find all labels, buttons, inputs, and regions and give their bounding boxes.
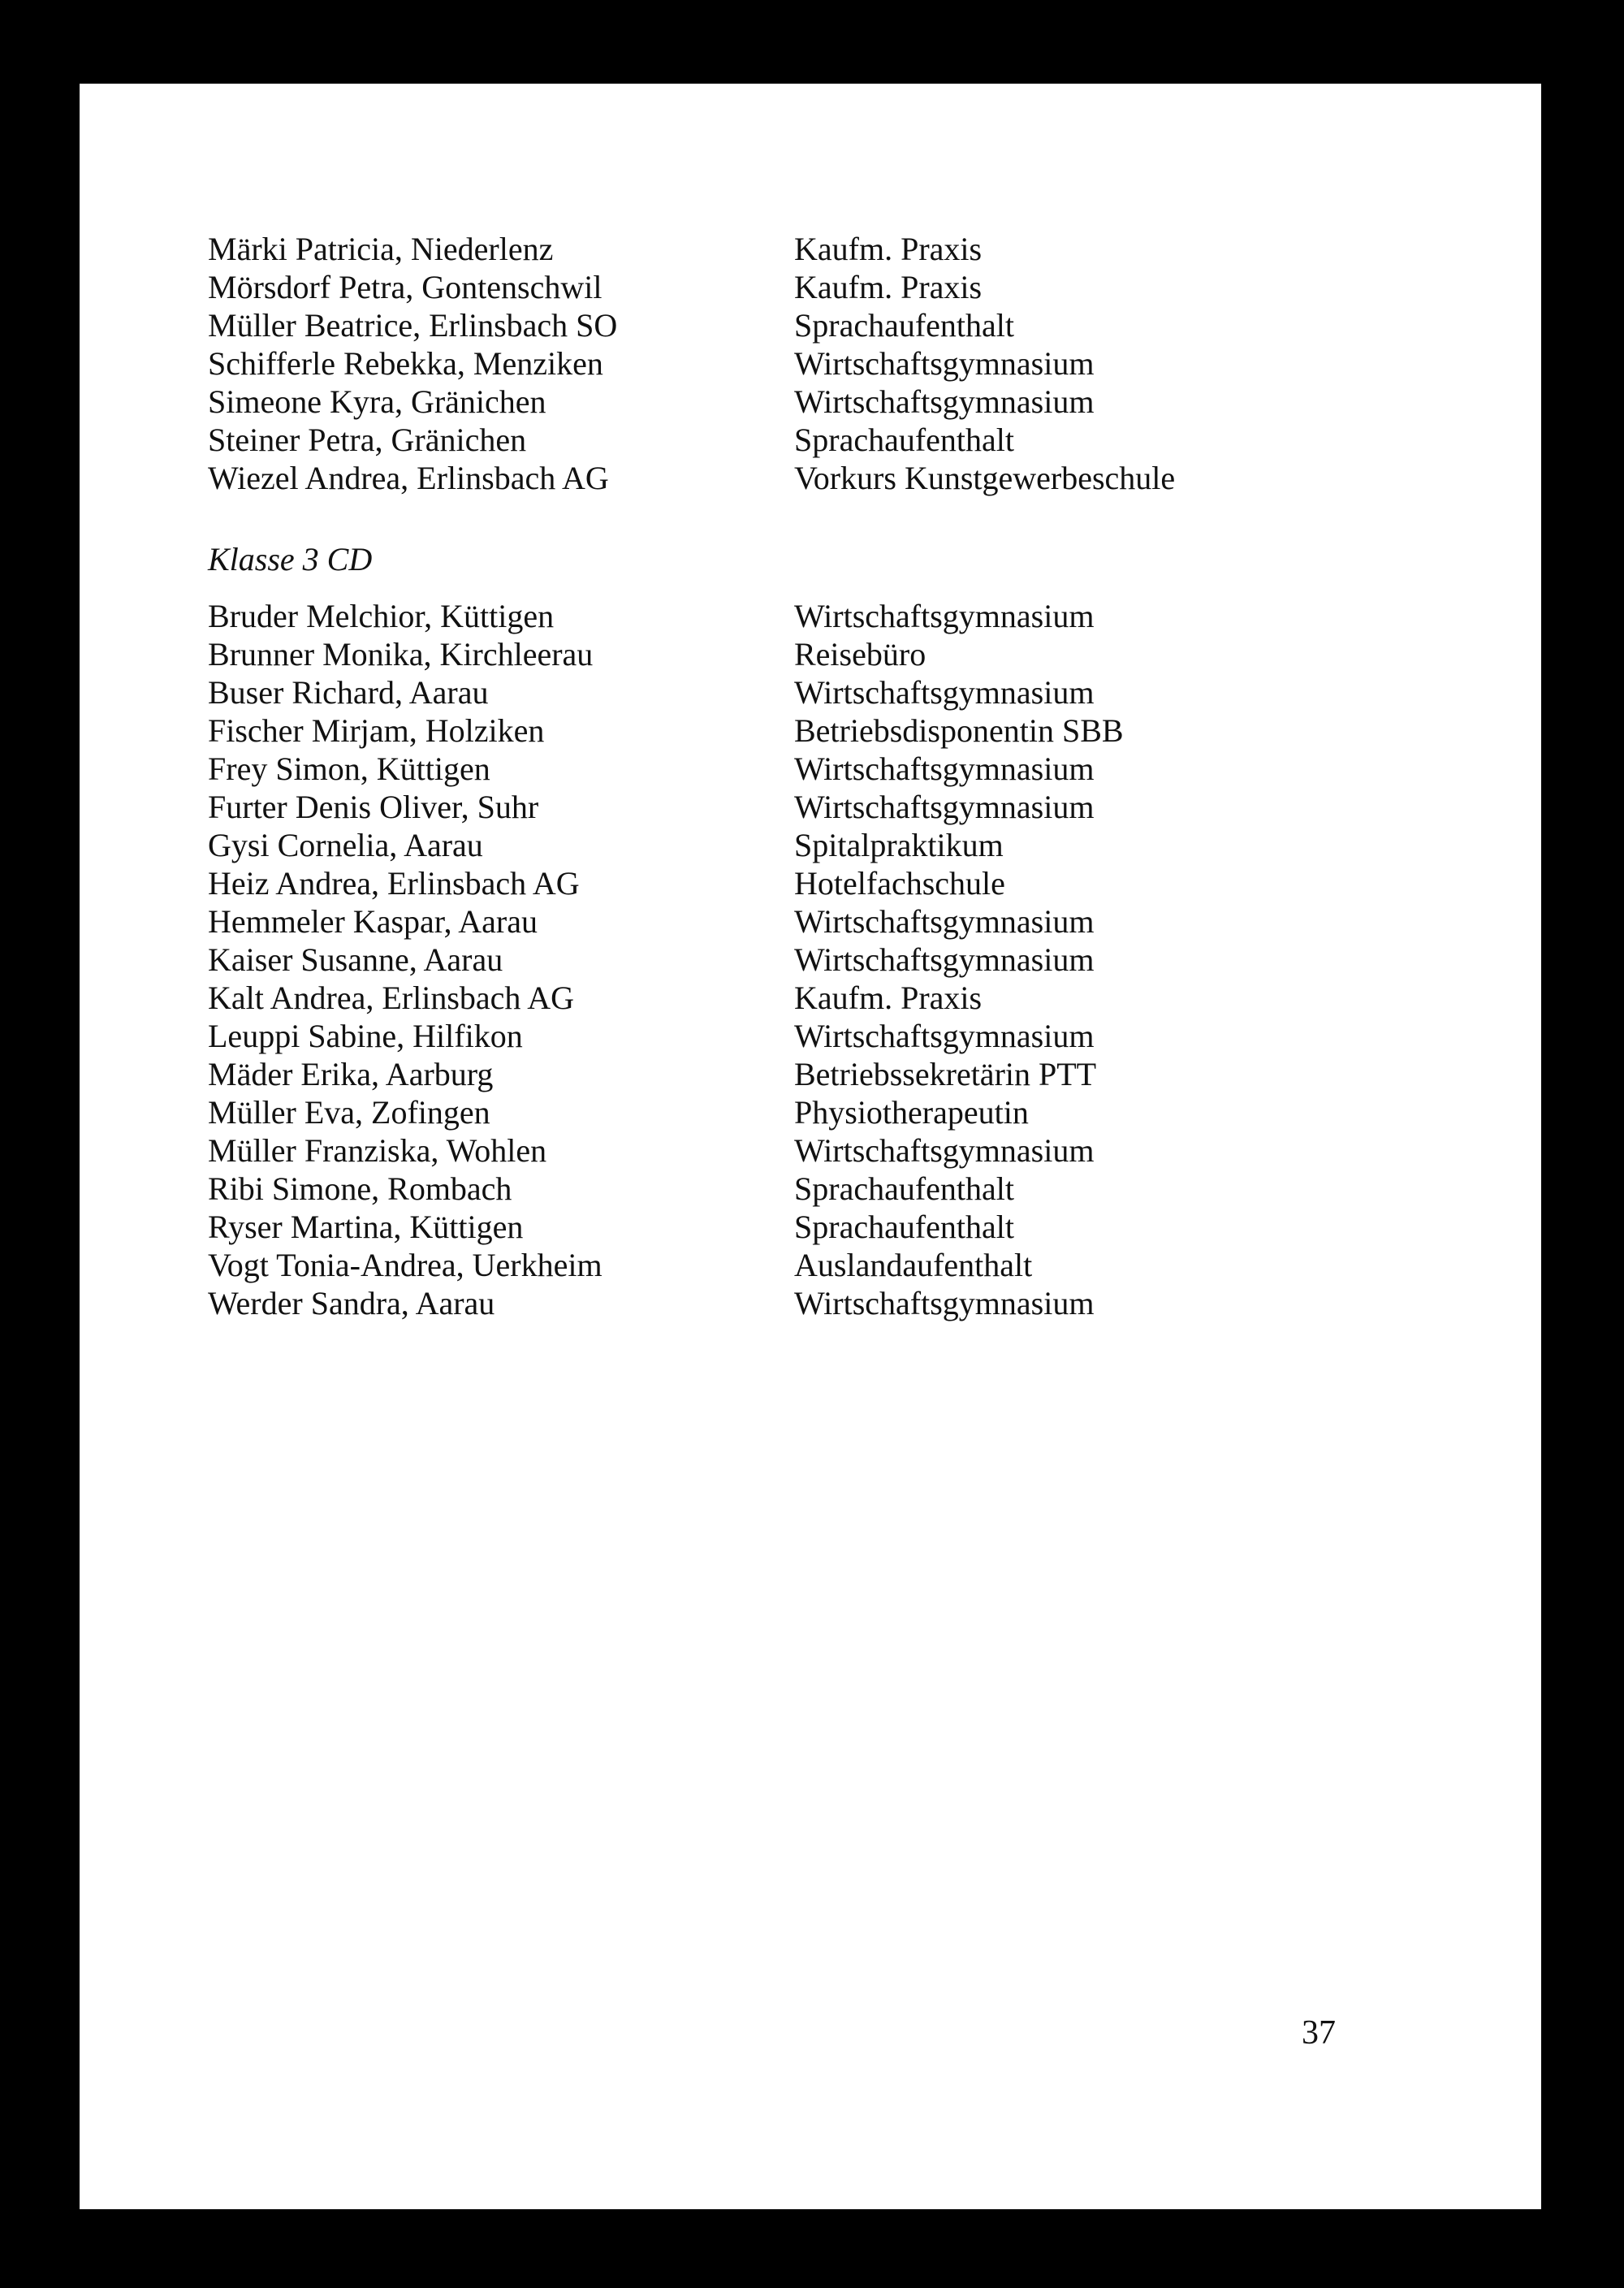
student-name: Fischer Mirjam, Holziken: [208, 712, 545, 749]
student-destination: Wirtschaftsgymnasium: [794, 598, 1095, 634]
student-destination: Reisebüro: [794, 636, 926, 673]
student-destination: Wirtschaftsgymnasium: [794, 674, 1095, 711]
student-destination: Sprachaufenthalt: [794, 1170, 1014, 1207]
class-heading: Klasse 3 CD: [208, 541, 373, 577]
list-item: [80, 902, 1541, 941]
student-destination: Kaufm. Praxis: [794, 980, 983, 1016]
list-item: [80, 979, 1541, 1017]
student-name: Schifferle Rebekka, Menziken: [208, 345, 603, 382]
list-item: [80, 941, 1541, 979]
student-name: Brunner Monika, Kirchleerau: [208, 636, 594, 673]
student-name: Steiner Petra, Gränichen: [208, 422, 527, 458]
student-name: Simeone Kyra, Gränichen: [208, 383, 546, 420]
list-item: [80, 826, 1541, 864]
student-destination: Sprachaufenthalt: [794, 307, 1014, 344]
student-destination: Wirtschaftsgymnasium: [794, 903, 1095, 940]
list-item: [80, 635, 1541, 673]
list-item: [80, 1017, 1541, 1055]
student-destination: Betriebsdisponentin SBB: [794, 712, 1124, 749]
list-item: [80, 1093, 1541, 1131]
list-item: [80, 750, 1541, 788]
student-destination: Vorkurs Kunstgewerbeschule: [794, 460, 1176, 496]
student-name: Gysi Cornelia, Aarau: [208, 827, 483, 863]
student-destination: Sprachaufenthalt: [794, 422, 1014, 458]
list-item: [80, 306, 1541, 344]
student-destination: Wirtschaftsgymnasium: [794, 1285, 1095, 1321]
student-destination: Wirtschaftsgymnasium: [794, 750, 1095, 787]
student-destination: Wirtschaftsgymnasium: [794, 345, 1095, 382]
student-destination: Wirtschaftsgymnasium: [794, 1132, 1095, 1169]
student-destination: Betriebssekretärin PTT: [794, 1056, 1097, 1092]
student-destination: Auslandaufenthalt: [794, 1247, 1033, 1283]
list-item: [80, 268, 1541, 306]
student-name: Ribi Simone, Rombach: [208, 1170, 512, 1207]
list-item: [80, 459, 1541, 497]
student-name: Wiezel Andrea, Erlinsbach AG: [208, 460, 609, 496]
list-item: [80, 421, 1541, 459]
student-name: Furter Denis Oliver, Suhr: [208, 789, 539, 825]
student-destination: Physiotherapeutin: [794, 1094, 1029, 1131]
student-name: Vogt Tonia-Andrea, Uerkheim: [208, 1247, 603, 1283]
student-name: Frey Simon, Küttigen: [208, 750, 490, 787]
list-item: [80, 673, 1541, 711]
student-destination: Spitalpraktikum: [794, 827, 1004, 863]
student-name: Bruder Melchior, Küttigen: [208, 598, 555, 634]
student-name: Mörsdorf Petra, Gontenschwil: [208, 269, 603, 305]
student-list-previous-class: [80, 230, 1541, 497]
list-item: [80, 1131, 1541, 1170]
student-name: Heiz Andrea, Erlinsbach AG: [208, 865, 580, 902]
student-destination: Wirtschaftsgymnasium: [794, 789, 1095, 825]
list-item: [80, 1246, 1541, 1284]
list-item: [80, 1208, 1541, 1246]
student-name: Märki Patricia, Niederlenz: [208, 231, 554, 267]
student-destination: Wirtschaftsgymnasium: [794, 1018, 1095, 1054]
student-list-class-3cd: [80, 597, 1541, 1322]
student-name: Werder Sandra, Aarau: [208, 1285, 495, 1321]
list-item: [80, 788, 1541, 826]
list-item: [80, 711, 1541, 750]
student-name: Kalt Andrea, Erlinsbach AG: [208, 980, 574, 1016]
list-item: [80, 1284, 1541, 1322]
list-item: [80, 383, 1541, 421]
list-item: [80, 864, 1541, 902]
student-name: Buser Richard, Aarau: [208, 674, 489, 711]
student-destination: Wirtschaftsgymnasium: [794, 383, 1095, 420]
list-item: [80, 230, 1541, 268]
student-destination: Sprachaufenthalt: [794, 1209, 1014, 1245]
student-name: Müller Eva, Zofingen: [208, 1094, 490, 1131]
list-item: [80, 597, 1541, 635]
student-name: Ryser Martina, Küttigen: [208, 1209, 524, 1245]
student-name: Leuppi Sabine, Hilfikon: [208, 1018, 523, 1054]
list-item: [80, 1055, 1541, 1093]
student-name: Kaiser Susanne, Aarau: [208, 941, 503, 978]
student-destination: Kaufm. Praxis: [794, 231, 983, 267]
student-destination: Hotelfachschule: [794, 865, 1005, 902]
student-name: Müller Franziska, Wohlen: [208, 1132, 547, 1169]
student-name: Hemmeler Kaspar, Aarau: [208, 903, 538, 940]
list-item: [80, 1170, 1541, 1208]
student-name: Müller Beatrice, Erlinsbach SO: [208, 307, 618, 344]
page-number: 37: [1302, 2014, 1336, 2052]
student-destination: Kaufm. Praxis: [794, 269, 983, 305]
student-destination: Wirtschaftsgymnasium: [794, 941, 1095, 978]
document-page: [80, 84, 1541, 2209]
student-name: Mäder Erika, Aarburg: [208, 1056, 494, 1092]
list-item: [80, 344, 1541, 383]
